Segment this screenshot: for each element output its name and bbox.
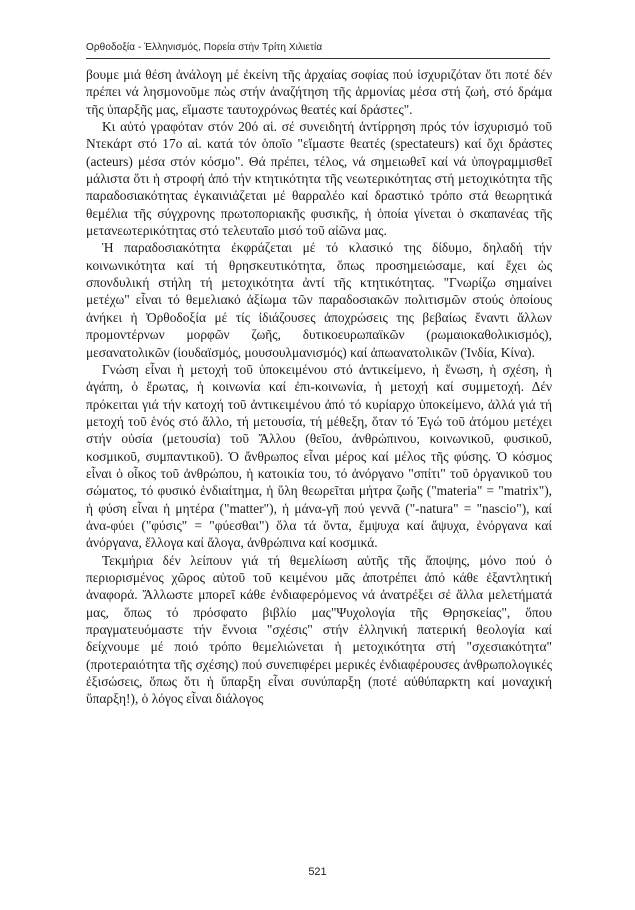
- header-rule: [86, 58, 550, 59]
- paragraph: Τεκμήρια δέν λείπουν γιά τή θεμελίωση αὐτῆς τῆς ἄποψης, μόνο πού ὁ περιορισμένος χῶρος αὐτοῦ τοῦ κειμένου μᾶς ἀποτρέπει ἀπό κάθε ἐξαντλητική ἀναφορά. Ἄλλωστε μπορεῖ κάθε ἐνδιαφερόμενος νά ἀνατρέξει σέ ἄλλα μελετήματά μας, ὅπως τό πρόσφατο βιβλίο μας"Ψυχολογία τῆς Θρησκείας", ὅπου πραγματευόμαστε τήν ἔννοια "σχέσις" στήν ἑλληνική πατερική θεολογία καί δείχνουμε μέ ποιό τρόπο θεμελιώνεται ἡ μετοχικότητα στή "σχεσιακότητα" (προτεραιότητα τῆς σχέσης) πού συνεπιφέρει μερικές ἐνδιαφέρουσες ἀνθρωπολογικές ἐξισώσεις, ὅπως ὅτι ἡ ὕπαρξη εἶναι συνύπαρξη (ποτέ αὐθύπαρκτη καί μοναχική ὕπαρξη!), ὁ λόγος εἶναι διάλογος: [86, 552, 552, 707]
- paragraph: Γνώση εἶναι ἡ μετοχή τοῦ ὑποκειμένου στό ἀντικείμενο, ἡ ἕνωση, ἡ σχέση, ἡ ἀγάπη, ὁ ἔρωτας, ἡ κοινωνία καί ἐπι-κοινωνία, ἡ μετοχή καί συμμετοχή. Δέν πρόκειται γιά τήν κατοχή τοῦ ἀντικειμένου ἀπό τό κυρίαρχο ὑποκείμενο, ἀλλά γιά τή μετοχή τοῦ ἑνός στό ἄλλο, τή μετουσία, τή μέθεξη, ὅταν τό Ἐγώ τοῦ ἀτόμου μετέχει στήν οὐσία (μετουσία) τοῦ Ἄλλου (θεῖου, ἀνθρώπινου, κοινωνικοῦ, φυσικοῦ, κοσμικοῦ, συμπαντικοῦ). Ὁ ἄνθρωπος εἶναι μέρος καί μέλος τῆς φύσης. Ὁ κόσμος εἶναι ὁ οἶκος τοῦ ἀνθρώπου, ἡ κατοικία του, τό ἀνόργανο "σπίτι" τοῦ ὀργανικοῦ του σώματος, τό φυσικό ἐνδιαίτημα, ἡ ὕλη θεωρεῖται μήτρα ζωῆς ("materia" = "matrix"), ἡ φύση εἶναι ἡ μητέρα ("matter"), ἡ μάνα-γῆ πού γεννᾶ ("-natura" = "nascio"), καί ἀνα-φύει ("φύσις" = "φύεσθαι") ὅλα τά ὄντα, ἔμψυχα καί ἄψυχα, ἐνόργανα καί ἀνόργανα, ἔλλογα καί ἄλογα, ἀνθρώπινα καί κοσμικά.: [86, 361, 552, 551]
- paragraph-continuation: βουμε μιά θέση ἀνάλογη μέ ἐκείνη τῆς ἀρχαίας σοφίας πού ἰσχυριζόταν ὅτι ποτέ δέν πρέπει νά λησμονοῦμε πὼς στήν ἀναζήτηση τῆς ἁρμονίας μέσα στή ζωή, στό δράμα τῆς ὑπαρξῆς μας, εἴμαστε ταυτοχρόνως θεατές καί δράστες".: [86, 67, 552, 117]
- running-header: Ορθοδοξία - Ἑλληνισμός, Πορεία στὴν Τρίτη Χιλιετία: [86, 42, 323, 53]
- body-text: [86, 66, 552, 708]
- paragraph: Ἡ παραδοσιακότητα ἐκφράζεται μέ τό κλασικό της δίδυμο, δηλαδή τήν κοινωνικότητα καί τή θρησκευτικότητα, ὅπως προσημειώσαμε, καί ἔχει ὡς σπονδυλική στήλη τή μετοχικότητα ἀντί τῆς κτητικότητας. "Γνωρίζω σημαίνει μετέχω" εἶναι τό θεμελιακό ἀξίωμα τῶν παραδοσιακῶν πολιτισμῶν στούς ὁποίους ἀνήκει ἡ Ὀρθοδοξία μέ τίς ἰδιάζουσες ἀποχρώσεις της βεβαίως ἔναντι ἄλλων προμοντέρνων μορφῶν ζωῆς, δυτικοευρωπαϊκῶν (ρωμαιοκαθολικισμός), μεσανατολικῶν (ἰουδαϊσμός, μουσουλμανισμός) καί ἀπωανατολικῶν (Ἰνδία, Κίνα).: [86, 240, 552, 360]
- page-number: 521: [308, 866, 327, 878]
- paragraph: Κι αὐτό γραφόταν στόν 20ό αἱ. σέ συνειδητή ἀντίρρηση πρός τόν ἰσχυρισμό τοῦ Ντεκάρτ στό 17ο αἱ. κατά τόν ὁποῖο "εἴμαστε θεατές (spectateurs) καί ὄχι δράστες (acteurs) μέσα στόν κόσμο". Θά πρέπει, τέλος, νά σημειωθεῖ καί νά ὑπογραμμισθεῖ μάλιστα ὅτι ἡ στροφή ἀπό τήν κτητικότητα τῆς νεωτερικότητας στή μετοχικότητα τῆς παραδοσιακότητας ἐγκαινιάζεται μέ θαρραλέο καί δραστικό τρόπο στά θεωρητικά θεμέλια τῆς σύγχρονης πρωτοποριακῆς φυσικῆς, ἡ ὁποία γίνεται ὁ σκαπανέας τῆς μετανεωτερικότητας στό τελευταῖο μισό τοῦ αἰῶνα μας.: [86, 119, 552, 239]
